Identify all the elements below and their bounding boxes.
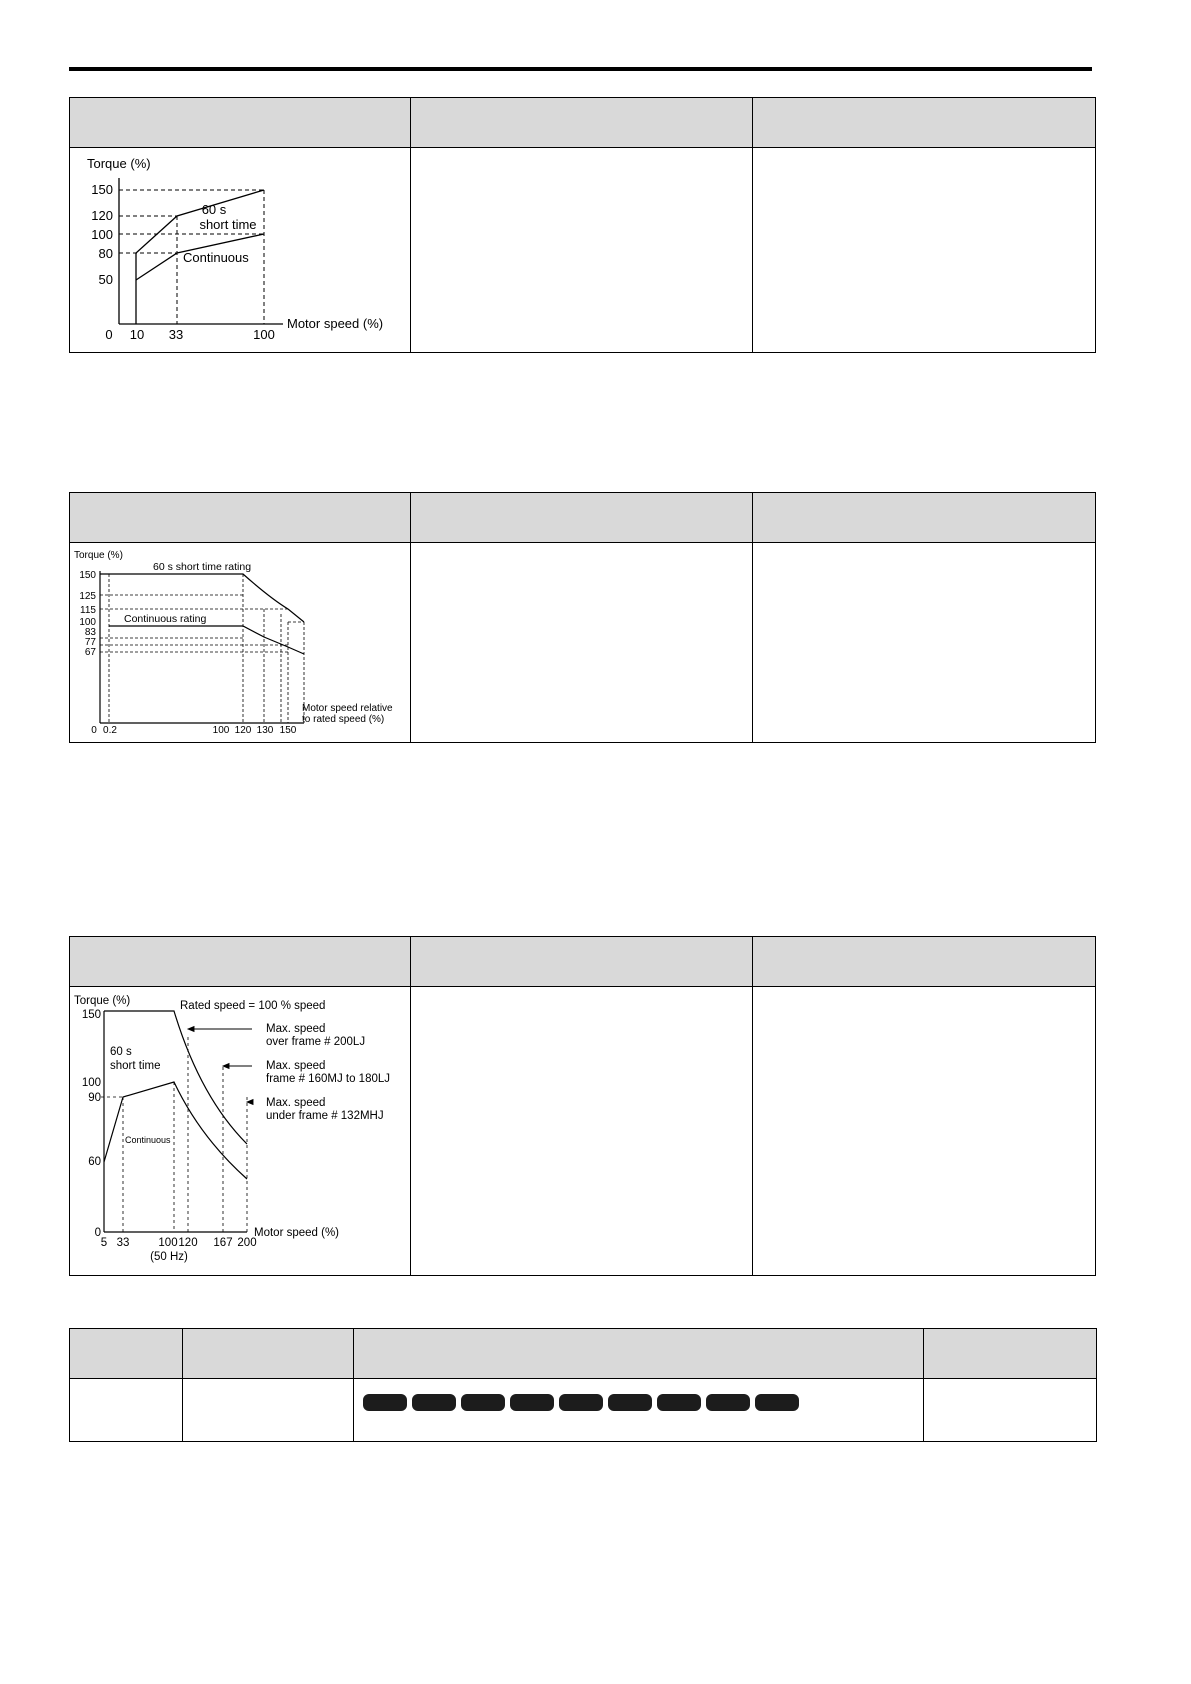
x-axis-label: Motor speed (%) <box>287 316 384 331</box>
redacted-pill <box>510 1394 554 1411</box>
figure-cell <box>70 148 411 353</box>
redacted-pill-row <box>354 1379 923 1412</box>
header-cell <box>411 98 753 148</box>
y-tick: 115 <box>80 605 96 616</box>
y-tick: 50 <box>98 272 113 287</box>
empty-cell <box>753 987 1096 1276</box>
y-tick: 0 <box>94 1227 101 1239</box>
header-cell <box>70 1329 183 1379</box>
y-axis-label: Torque (%) <box>87 156 151 171</box>
short-time-label: short time <box>110 1060 161 1072</box>
y-tick: 150 <box>91 182 113 197</box>
x-tick: 33 <box>116 1237 130 1249</box>
x-axis-label: Motor speed relative <box>302 703 393 714</box>
x-tick: 0 <box>105 327 113 342</box>
y-tick: 60 <box>88 1156 101 1168</box>
y-tick: 90 <box>88 1092 101 1104</box>
header-cell <box>753 98 1096 148</box>
x-tick: 120 <box>234 725 252 736</box>
table-variable-torque <box>69 492 1096 743</box>
table-row <box>70 1379 1097 1442</box>
redacted-pill <box>363 1394 407 1411</box>
header-cell <box>183 1329 354 1379</box>
empty-cell <box>411 987 753 1276</box>
short-time-label: 60 s <box>201 202 227 217</box>
annotation-frame: frame # 160MJ to 180LJ <box>266 1073 391 1085</box>
table-header-row <box>70 98 1096 148</box>
empty-cell <box>70 1379 183 1442</box>
x-tick: 100 <box>158 1237 178 1249</box>
short-time-label: 60 s <box>110 1046 132 1058</box>
y-tick: 100 <box>79 617 96 628</box>
redacted-pill <box>706 1394 750 1411</box>
y-tick: 100 <box>81 1077 101 1089</box>
redacted-pill <box>608 1394 652 1411</box>
redacted-pill <box>559 1394 603 1411</box>
figure-cell <box>70 543 411 743</box>
header-cell <box>753 937 1096 987</box>
table-header-row <box>70 937 1096 987</box>
table-header-row <box>70 493 1096 543</box>
short-time-label: short time <box>199 217 257 232</box>
header-cell <box>354 1329 924 1379</box>
empty-cell <box>411 148 753 353</box>
empty-cell <box>924 1379 1097 1442</box>
torque-chart-2 <box>70 543 410 737</box>
x-tick: 100 <box>212 725 230 736</box>
x-tick: 200 <box>237 1237 257 1249</box>
header-cell <box>70 937 411 987</box>
y-axis-label: Torque (%) <box>74 550 123 561</box>
x-tick: 120 <box>178 1237 198 1249</box>
torque-chart-1 <box>70 148 410 347</box>
y-axis-label: Torque (%) <box>74 995 131 1007</box>
empty-cell <box>411 543 753 743</box>
y-tick: 120 <box>91 208 113 223</box>
table-constant-output <box>69 936 1096 1276</box>
y-tick: 83 <box>84 627 96 638</box>
header-cell <box>70 98 411 148</box>
x-tick: 5 <box>100 1237 108 1249</box>
y-tick: 77 <box>84 637 96 648</box>
y-tick: 125 <box>79 591 96 602</box>
y-tick: 150 <box>79 570 96 581</box>
x-tick: 0 <box>91 725 97 736</box>
x-tick: 100 <box>253 327 275 342</box>
continuous-label: Continuous <box>183 250 249 265</box>
header-cell <box>70 493 411 543</box>
y-tick: 80 <box>98 246 113 261</box>
table-row <box>70 543 1096 743</box>
redacted-pill <box>412 1394 456 1411</box>
x-note: (50 Hz) <box>150 1251 188 1263</box>
table-constant-torque <box>69 97 1096 353</box>
annotation-max-speed: Max. speed <box>266 1060 326 1072</box>
page-header-rule <box>69 67 1092 71</box>
header-cell <box>411 493 753 543</box>
pill-cell <box>354 1379 924 1442</box>
x-tick: 167 <box>213 1237 233 1249</box>
annotation-frame: over frame # 200LJ <box>266 1036 366 1048</box>
annotation-frame: under frame # 132MHJ <box>266 1110 384 1122</box>
y-tick: 67 <box>84 647 96 658</box>
short-time-label: 60 s short time rating <box>153 561 252 573</box>
redacted-pill <box>461 1394 505 1411</box>
header-cell <box>753 493 1096 543</box>
header-cell <box>411 937 753 987</box>
empty-cell <box>753 543 1096 743</box>
x-tick: 33 <box>168 327 184 342</box>
figure-cell <box>70 987 411 1276</box>
torque-chart-3 <box>70 987 410 1270</box>
table-header-row <box>70 1329 1097 1379</box>
annotation-max-speed: Max. speed <box>266 1023 326 1035</box>
x-tick: 10 <box>129 327 145 342</box>
annotation-max-speed: Max. speed <box>266 1097 326 1109</box>
x-tick: 130 <box>256 725 274 736</box>
x-axis-label: Motor speed (%) <box>254 1227 340 1239</box>
empty-cell <box>183 1379 354 1442</box>
x-tick: 0.2 <box>103 725 117 736</box>
x-tick: 150 <box>279 725 297 736</box>
table-row <box>70 148 1096 353</box>
redacted-pill <box>755 1394 799 1411</box>
y-tick: 150 <box>81 1009 101 1021</box>
header-cell <box>924 1329 1097 1379</box>
table-row <box>70 987 1096 1276</box>
rated-speed-label: Rated speed = 100 % speed <box>180 1000 326 1012</box>
continuous-label: Continuous <box>125 1135 171 1145</box>
redacted-pill <box>657 1394 701 1411</box>
table-parameter <box>69 1328 1097 1442</box>
x-axis-label: to rated speed (%) <box>302 714 385 725</box>
continuous-label: Continuous rating <box>124 613 207 625</box>
y-tick: 100 <box>91 227 113 242</box>
empty-cell <box>753 148 1096 353</box>
